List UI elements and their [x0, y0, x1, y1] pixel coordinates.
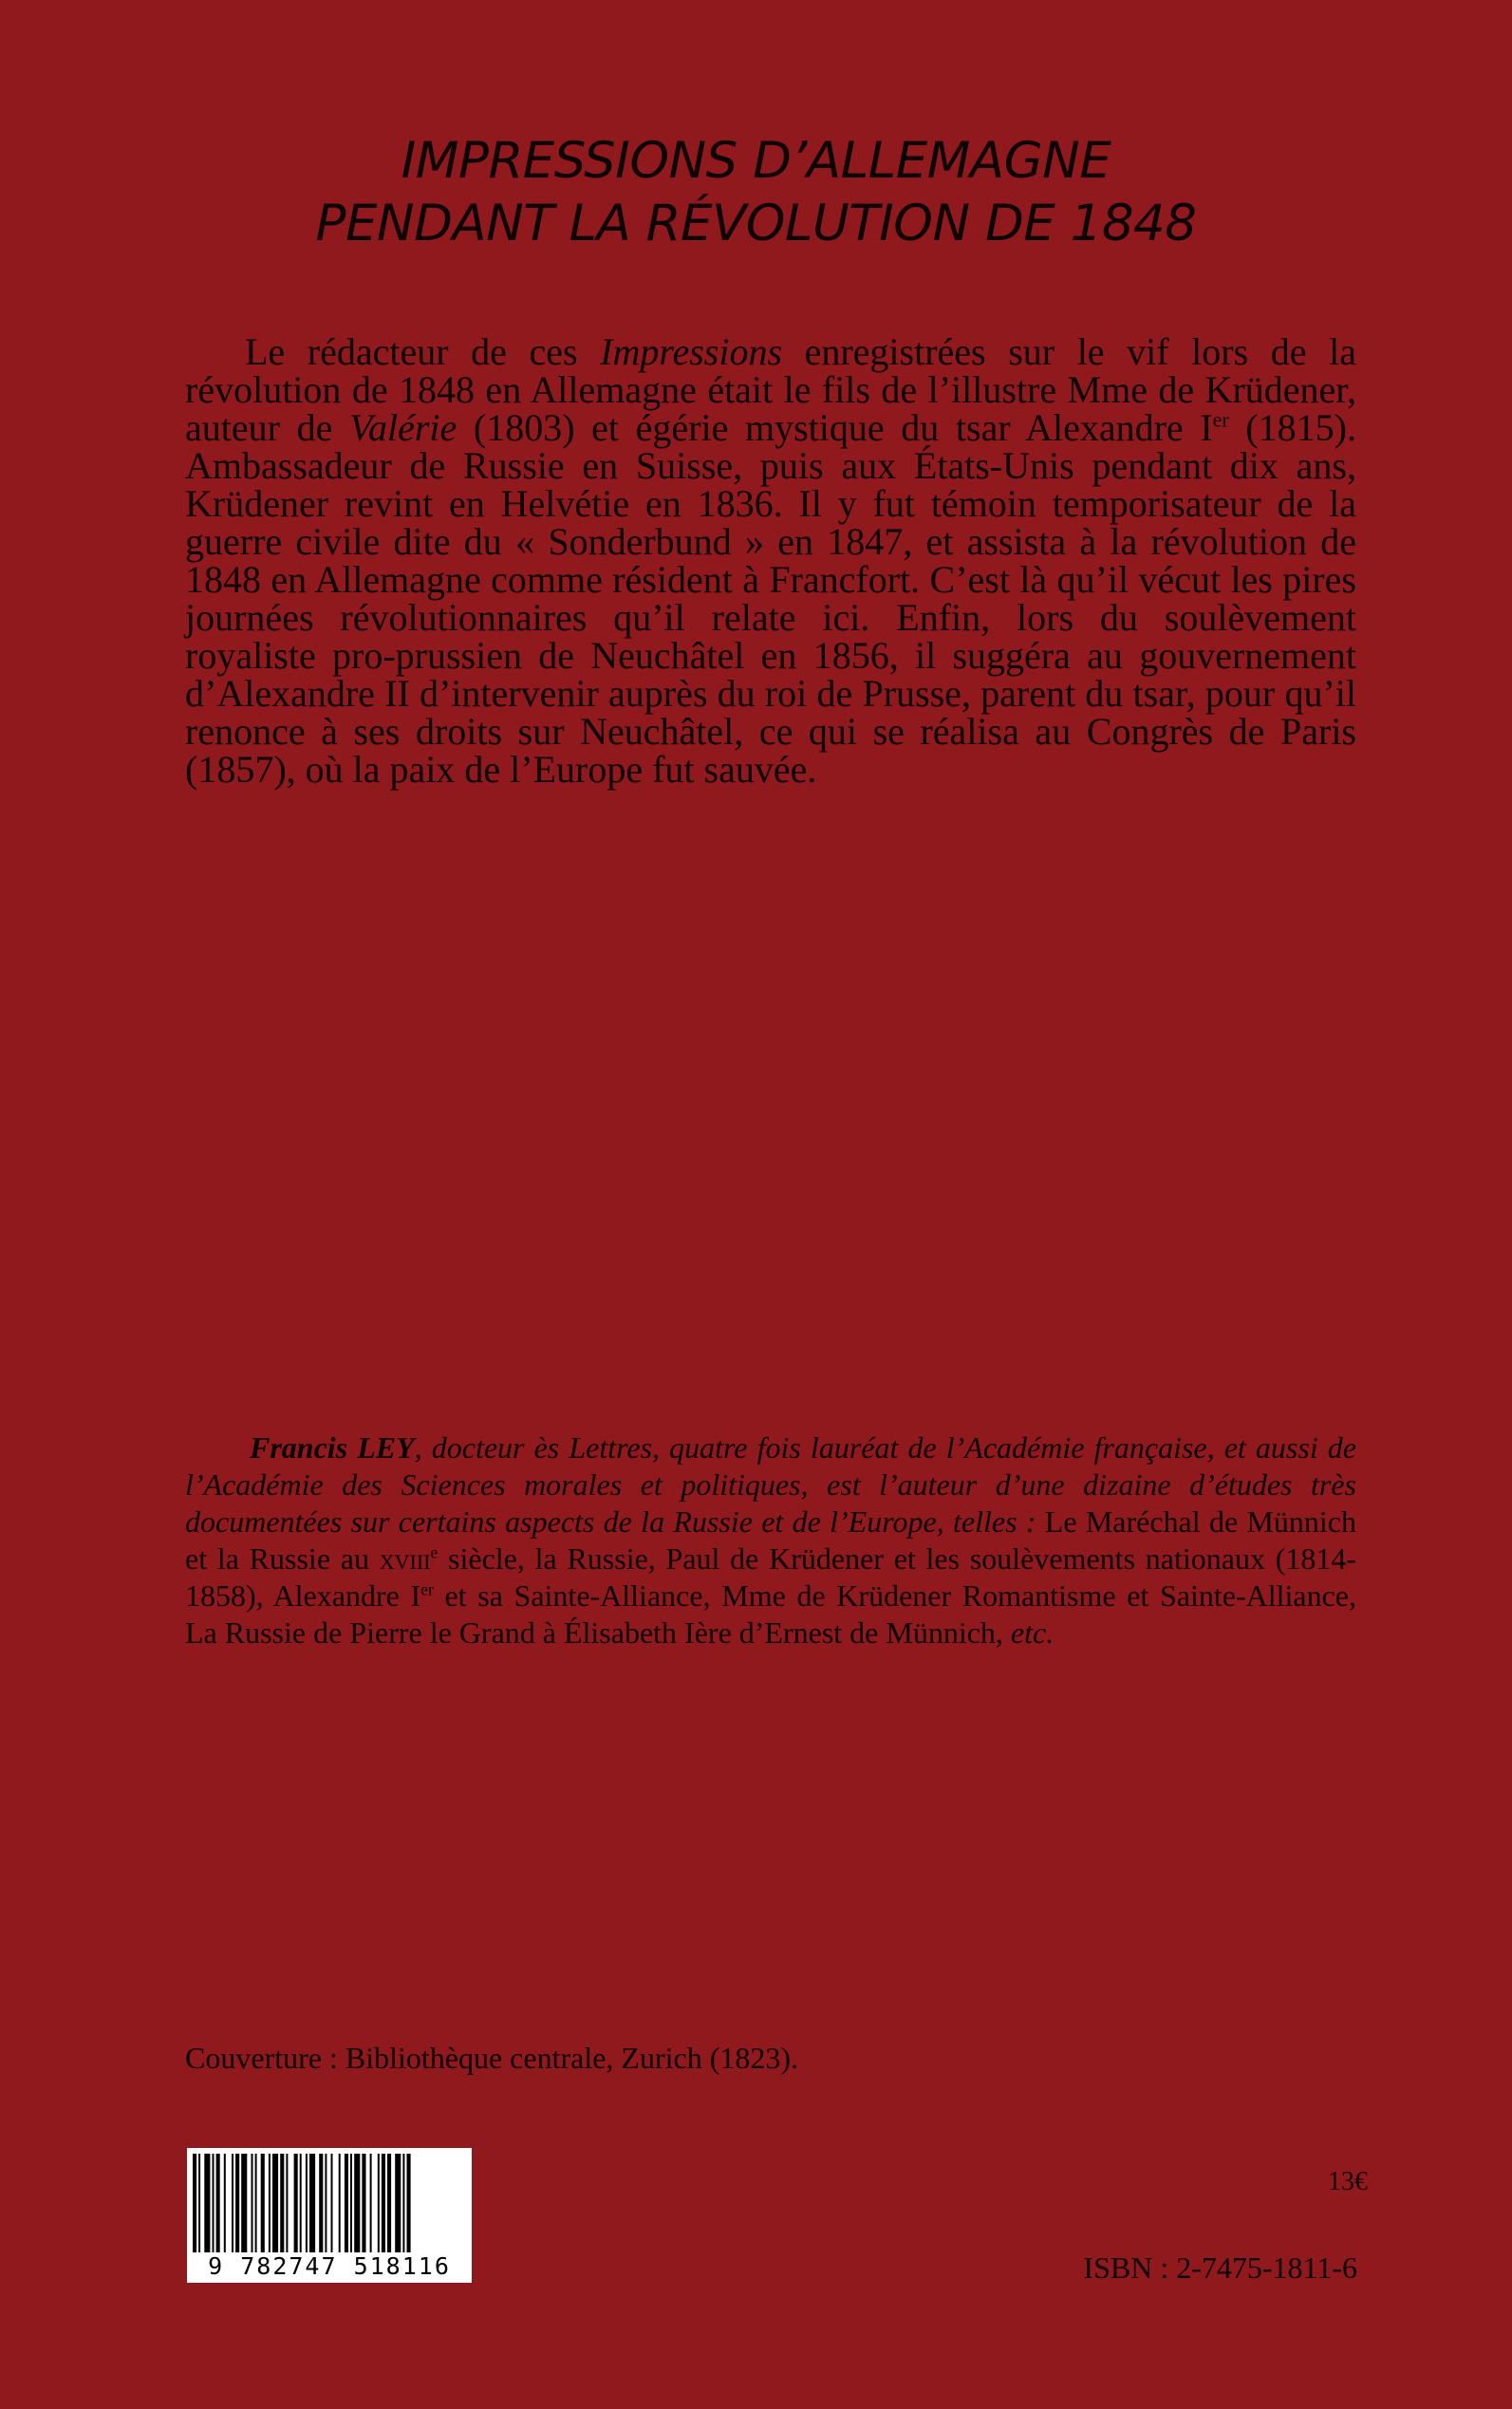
barcode-bar — [306, 2154, 308, 2252]
author-bio-titles: et sa Sainte-Alliance, Mme de Krüdener Romantisme et Sainte-Alliance, La Russie de Pierre le Grand à Élisabeth Ière d’Ernest de Münnich, — [185, 1578, 1357, 1650]
author-bio-etc: etc. — [1002, 1615, 1055, 1650]
barcode-bar — [331, 2154, 333, 2252]
barcode-bar — [241, 2154, 247, 2252]
book-title-line-2: PENDANT LA RÉVOLUTION DE 1848 — [315, 195, 1197, 252]
author-name: Francis LEY — [250, 1430, 415, 1465]
barcode-bar — [261, 2154, 265, 2252]
isbn-label: ISBN : 2-7475-1811-6 — [1083, 2250, 1357, 2285]
barcode-bar — [395, 2154, 401, 2252]
author-bio — [185, 1429, 1356, 1652]
barcode-bar — [325, 2154, 327, 2252]
barcode-bar — [300, 2154, 302, 2252]
summary-italic-valerie: Valérie — [348, 406, 457, 449]
barcode-bar — [224, 2154, 226, 2252]
summary-text: (1815). Ambassadeur de Russie en Suisse, puis aux États-Unis pendant dix ans, Krüdener revint en Helvétie en 1836. Il y fut témoin temporisateur de la guerre civile dite du « Sonderbund » en 1847, et assista à la révolution de 1848 en Allemagne comme résident à Francfort. C’est là qu’il vécut les pires journées révolutionnaires qu’il relate ici. Enfin, lors du soulèvement royaliste pro-prussien de Neuchâtel en 1856, il suggéra au gouvernement d’Alexandre II d’intervenir auprès du roi de Prusse, parent du tsar, pour qu’il renonce à ses droits sur Neuchâtel, ce qui se réalisa au Congrès de Paris (1857), où la paix de l’Europe fut sauvée. — [185, 406, 1357, 791]
author-bio-intro: , docteur ès Lettres, quatre fois lauréat de l’Académie française, et aussi de l’Académie des Sciences morales et politiques, est l’auteur d’une dizaine d’études très documentées sur certains aspects de la Russie et de l’Europe, telles : — [185, 1430, 1357, 1539]
barcode-digits: 9 782747 518116 — [208, 2252, 451, 2280]
barcode-bar — [345, 2154, 348, 2252]
barcode-bar — [280, 2154, 284, 2252]
barcode-bar — [216, 2154, 220, 2252]
barcode-bar — [378, 2154, 380, 2252]
author-bio-superscript: er — [420, 1579, 434, 1599]
book-title-line-1: IMPRESSIONS D’ALLEMAGNE — [401, 132, 1111, 190]
summary-text: enregistrées sur le vif lors de la révolution de 1848 en Allemagne était le fils de l’illustre Mme de Krüdener, auteur de — [185, 330, 1356, 449]
barcode-bar — [309, 2154, 315, 2252]
author-bio-titles: siècle, la Russie, Paul de Krüdener et les soulèvements nationaux (1814-1858), Alexandre I — [185, 1541, 1357, 1613]
barcode-bar — [269, 2154, 271, 2252]
isbn-barcode — [187, 2148, 472, 2283]
barcode-bar — [319, 2154, 323, 2252]
barcode-bar — [232, 2154, 233, 2252]
summary-superscript: er — [1212, 407, 1229, 432]
barcode-bar — [272, 2154, 278, 2252]
cover-credit: Couverture : Bibliothèque centrale, Zurich (1823). — [185, 2041, 799, 2075]
author-bio-titles: Le Maréchal de Münnich et la Russie au — [185, 1504, 1357, 1576]
summary-italic-impressions: Impressions — [600, 330, 783, 373]
barcode-bar — [204, 2154, 210, 2252]
barcode-bar — [294, 2154, 298, 2252]
barcode-bar — [354, 2154, 360, 2252]
barcode-bar — [193, 2154, 196, 2252]
barcode-bar — [286, 2154, 288, 2252]
barcode-bar — [198, 2154, 200, 2252]
book-summary — [185, 330, 1357, 791]
barcode-bar — [387, 2154, 391, 2252]
barcode-bar — [213, 2154, 215, 2252]
barcode-bar — [235, 2154, 239, 2252]
barcode-bar — [382, 2154, 385, 2252]
summary-text: (1803) et égérie mystique du tsar Alexandre I — [457, 406, 1213, 449]
barcode-bar — [350, 2154, 352, 2252]
barcode-bar — [362, 2154, 365, 2252]
barcode-bar — [339, 2154, 341, 2252]
book-title — [0, 130, 1512, 255]
author-bio-superscript: e — [430, 1542, 439, 1562]
barcode-bar — [255, 2154, 257, 2252]
price-label: 13€ — [1328, 2167, 1368, 2196]
barcode-bar — [252, 2154, 253, 2252]
author-bio-century: xviii — [379, 1541, 431, 1576]
barcode-bar — [370, 2154, 372, 2252]
barcode-bar — [407, 2154, 411, 2252]
summary-text: Le rédacteur de ces — [245, 330, 601, 373]
barcode-bar — [402, 2154, 404, 2252]
